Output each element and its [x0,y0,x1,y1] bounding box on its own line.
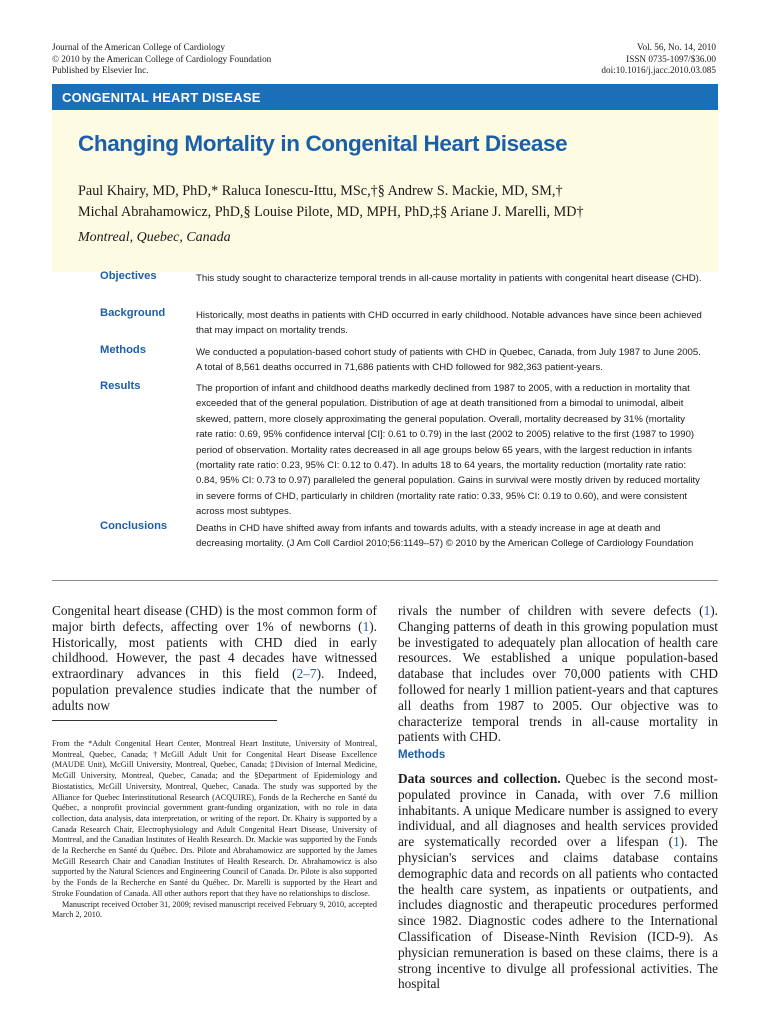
intro-text-3: ). Indeed, population prevalence studies indicate that the number of adults now [52,666,377,713]
abstract-heading: Objectives [100,270,157,282]
doi-line: doi:10.1016/j.jacc.2010.03.085 [601,65,716,75]
publisher-line: Published by Elsevier Inc. [52,65,149,75]
methods-heading: Methods [398,749,446,761]
intro-text-2: ). Historically, most patients with CHD died in early childhood. However, the past 4 decades have witnessed extraordinary advances in this field ( [52,618,377,682]
intro-text-1: Congenital heart disease (CHD) is the most common form of major birth defects, affecting over 1% of newborns ( [52,603,377,634]
intro-continuation [398,603,718,745]
journal-name: Journal of the American College of Cardiology [52,42,225,52]
issn-line: ISSN 0735-1097/$36.00 [626,53,716,64]
volume-line: Vol. 56, No. 14, 2010 [637,42,716,52]
intro-paragraph [52,603,377,714]
abstract-heading: Results [100,380,141,392]
abstract-text: We conducted a population-based cohort study of patients with CHD in Quebec, Canada, from July 1987 to June 2005. A total of 8,561 deaths occurred in 71,686 patients with CHD followed for 982,363 patient-years. [196,347,701,374]
footnote-block [52,739,377,921]
abstract-divider [52,580,718,581]
affiliation: Montreal, Quebec, Canada [78,230,231,245]
methods-text-2: ). The physician's services and claims database contains demographic data and records on all patients who contacted the health care system, as inpatients or outpatients, and includes diagnostic and therapeutic procedures performed since 1982. Diagnostic codes adhere to the International Classification of Disease-Ninth Revision (ICD-9). As physician remuneration is based on these claims, there is a strong incentive to divulge all professional activities. The hospital [398,834,718,992]
runin-heading: Data sources and collection. [398,771,561,786]
copyright-line: © 2010 by the American College of Cardiology Foundation [52,53,272,64]
citation-link[interactable]: 2–7 [296,666,317,682]
author-line-1: Paul Khairy, MD, PhD,* Raluca Ionescu-Ittu, MSc,†§ Andrew S. Mackie, MD, SM,† [78,183,563,199]
citation-link[interactable]: 1 [703,603,711,618]
footnote-divider [52,720,277,721]
abstract-text: Deaths in CHD have shifted away from infants and towards adults, with a steady increase in age at death and decreasing mortality. (J Am Coll Cardiol 2010;56:1149–57) © 2010 by the American College of Cardiology Foundation [196,523,694,550]
journal-header [52,42,271,77]
section-label: CONGENITAL HEART DISEASE [62,90,261,105]
methods-paragraph [398,771,718,992]
footnote-manuscript-dates: Manuscript received October 31, 2009; revised manuscript received February 9, 2010, accepted March 2, 2010. [52,899,377,920]
article-title: Changing Mortality in Congenital Heart Disease [78,131,568,156]
issue-info [601,42,716,77]
intro-cont-text-1: rivals the number of children with severe defects ( [398,603,704,618]
abstract-heading: Background [100,307,166,319]
author-list [78,181,718,223]
abstract-text: The proportion of infant and childhood deaths markedly declined from 1987 to 2005, with a reduction in mortality that exceeded that of the general population. Distribution of age at death transitioned from a bimodal to unimodal, albeit skewed, pattern, more closely approximating the general population. Overall, mortality decreased by 31% (mortality rate ratio: 0.69, 95% confidence interval [CI]: 0.61 to 0.79) in the last (2002 to 2005) relative to the first (1987 to 1990) period of observation. Mortality rates decreased in all age groups below 65 years, with the largest reduction in infants (mortality rate ratio: 0.23, 95% CI: 0.12 to 0.47). In adults 18 to 64 years, the mortality reduction (mortality rate ratio: 0.84, 95% CI: 0.73 to 0.97) paralleled the general population. Gains in survival were mostly driven by reduced mortality in severe forms of CHD, particularly in children (mortality rate ratio: 0.33, 95% CI: 0.19 to 0.60), and were consistent across most subtypes. [196,383,700,518]
abstract-text: Historically, most deaths in patients with CHD occurred in early childhood. Notable advances have since been achieved that may impact on mortality trends. [196,310,702,337]
abstract-heading: Conclusions [100,520,168,532]
methods-text-1: Quebec is the second most-populated province in Canada, with over 7.6 million inhabitants. A unique Medicare number is assigned to every individual, and all diagnoses and health services provided are systematically recorded over a lifespan ( [398,771,718,850]
abstract-heading: Methods [100,344,146,356]
footnote-affiliations: From the *Adult Congenital Heart Center, Montreal Heart Institute, University of Montreal, Montreal, Quebec, Canada; †McGill Adult Unit for Congenital Heart Disease Excellence (MAUDE Unit), McGill University, Montreal, Quebec, Canada; ‡Division of Internal Medicine, McGill University, Montreal, Quebec, Canada; and the §Department of Epidemiology and Biostatistics, McGill University, Montreal, Quebec, Canada. The study was supported by the Alliance for Quebec Interinstitutional Research (ACQUIRE), Fonds de la Recherche en Santé du Québec, a nonprofit provincial government grant-funding organization, with no role in data collection, data analysis, data interpretation, or writing of the report. Dr. Khairy is supported by a Canada Research Chair, Electrophysiology and Adult Congenital Heart Disease, University of Montreal, and the Canadian Institutes of Health Research. Dr. Mackie was supported by the Fonds de la Recherche en Santé du Québec. Drs. Pilote and Abrahamowicz are supported by the James McGill Research Chair and Canadian Institutes of Health Research. Dr. Abrahamowicz is also supported by the Natural Sciences and Engineering Council of Canada. Dr. Pilote is also supported by the Fonds de la Recherche en Santé du Québec. Dr. Marelli is supported by the Heart and Stroke Foundation of Canada. All other authors report that they have no relationships to disclose. [52,739,377,898]
intro-cont-text-2: ). Changing patterns of death in this growing population must be investigated to adequately plan allocation of health care resources. We established a unique population-based database that includes over 70,000 patients with CHD followed for nearly 1 million patient-years and that captures all deaths from 1987 to 2005. Our objective was to characterize temporal trends in all-cause mortality in patients with CHD. [398,603,718,745]
abstract-text: This study sought to characterize temporal trends in all-cause mortality in patients with congenital heart disease (CHD). [196,273,702,284]
author-line-2: Michal Abrahamowicz, PhD,§ Louise Pilote, MD, MPH, PhD,‡§ Ariane J. Marelli, MD† [78,204,584,220]
citation-link[interactable]: 1 [673,834,680,850]
citation-link[interactable]: 1 [362,618,370,634]
